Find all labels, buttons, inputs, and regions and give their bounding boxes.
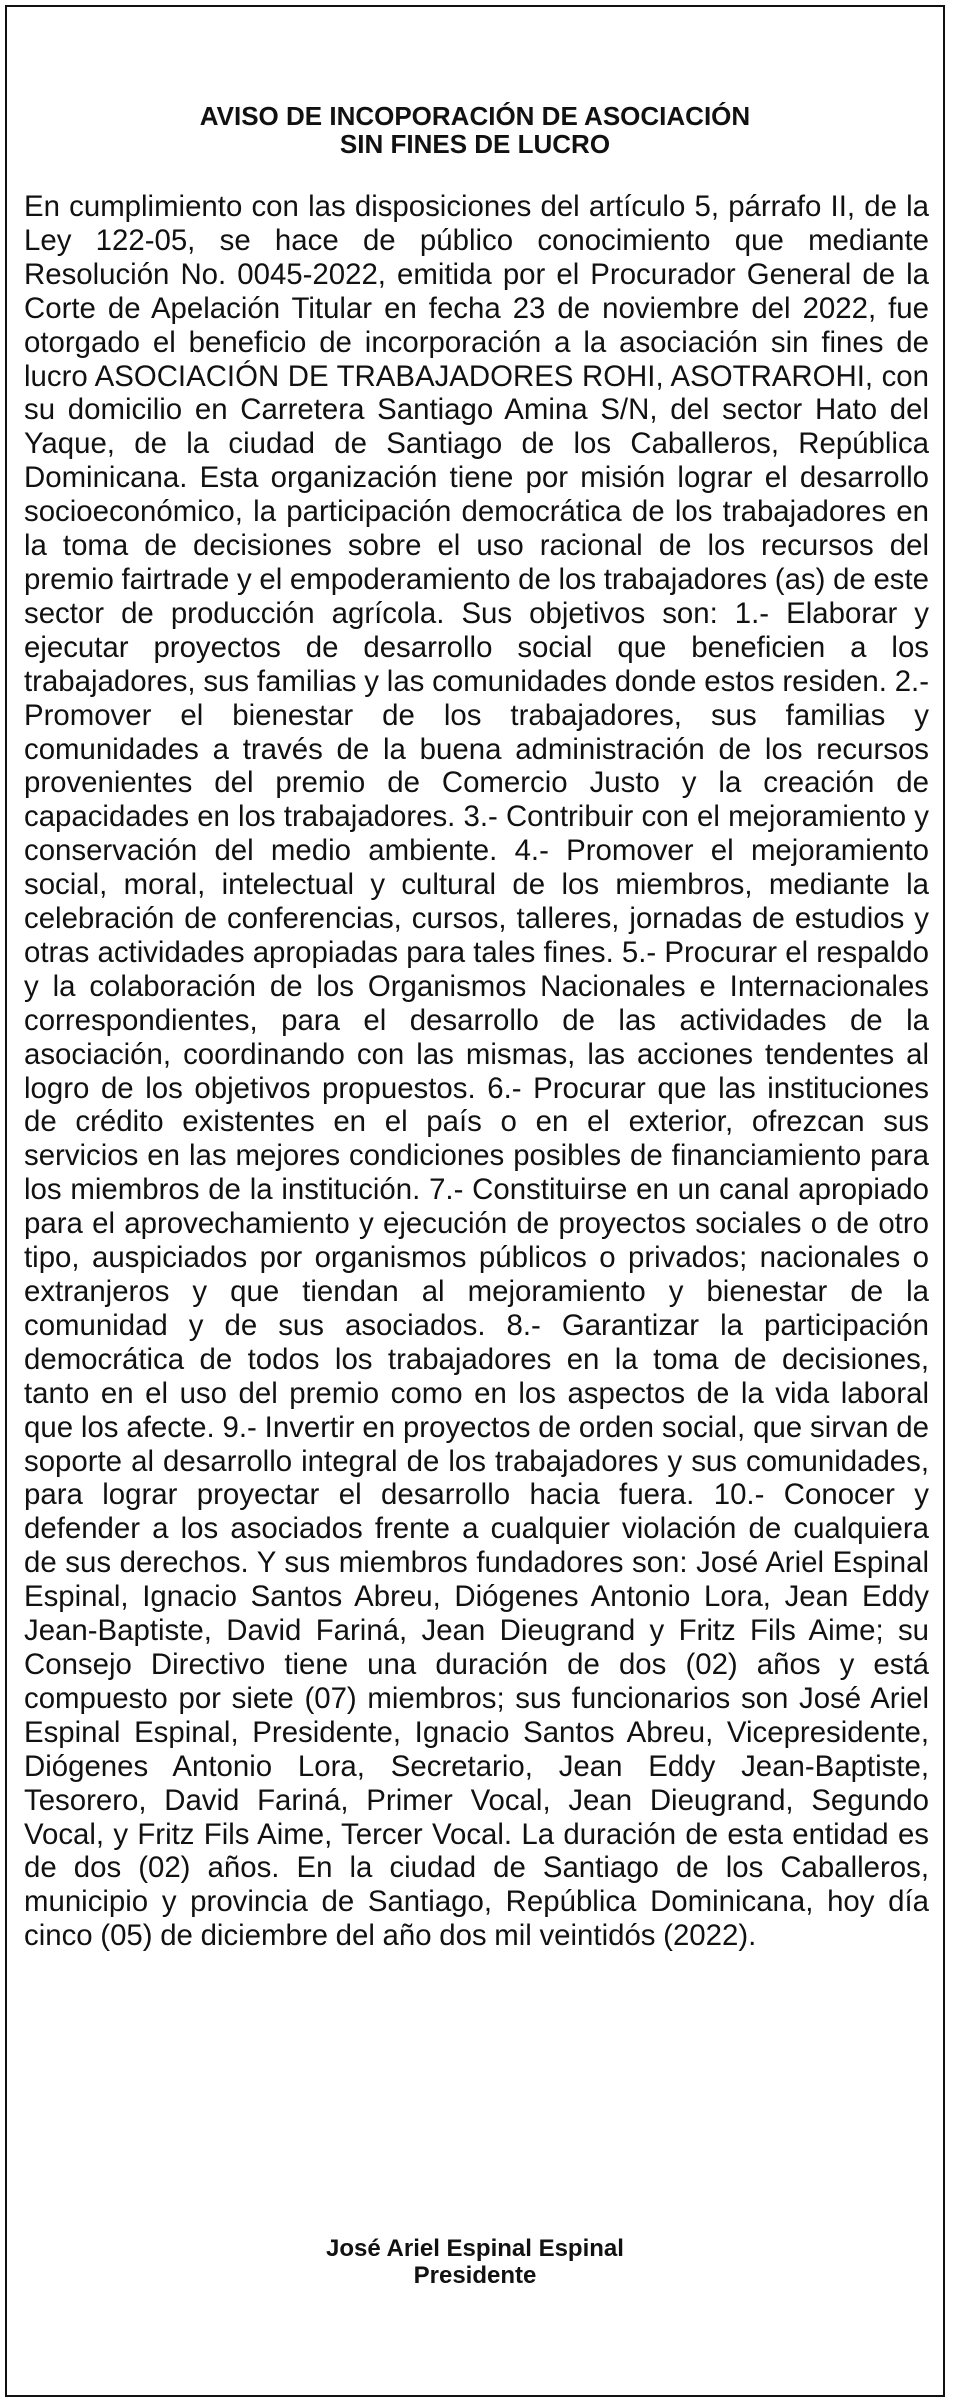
title-line-1: AVISO DE INCOPORACIÓN DE ASOCIACIÓN — [199, 101, 751, 131]
notice-body: En cumplimiento con las disposiciones del artículo 5, párrafo II, de la Ley 122-05, se hace de público conocimiento que mediante Resolución No. 0045-2022, emitida por el Procurador General de la Corte de Apelación Titular en fecha 23 de noviembre del 2022, fue otorgado el beneficio de incorporación a la asociación sin fines de lucro ASOCIACIÓN DE TRABAJADORES ROHI, ASOTRAROHI, con su domicilio en Carretera Santiago Amina S/N, del sector Hato del Yaque, de la ciudad de Santiago de los Caballeros, República Dominicana. Esta organización tiene por misión lograr el desarrollo socioeconómico, la participación democrática de los trabajadores en la toma de decisiones sobre el uso racional de los recursos del premio fairtrade y el empoderamiento de los trabajadores (as) de este sector de producción agrícola. Sus objetivos son: 1.- Elaborar y ejecutar proyectos de desarrollo social que beneficien a los trabajadores, sus familias y las comunidades donde estos residen. 2.- Promover el bienestar de los trabajadores, sus familias y comunidades a través de la buena administración de los recursos provenientes del premio de Comercio Justo y la creación de capacidades en los trabajadores. 3.- Contribuir con el mejoramiento y conservación del medio ambiente. 4.- Promover el mejoramiento social, moral, intelectual y cultural de los miembros, mediante la celebración de conferencias, cursos, talleres, jornadas de estudios y otras actividades apropiadas para tales fines. 5.- Procurar el respaldo y la colaboración de los Organismos Nacionales e Internacionales correspondientes, para el desarrollo de las actividades de la asociación, coordinando con las mismas, las acciones tendentes al logro de los objetivos propuestos. 6.- Procurar que las instituciones de crédito existentes en el país o en el exterior, ofrezcan sus servicios en las mejores condiciones posibles de financiamiento para los miembros de la institución. 7.- Constituirse en un canal apropiado para el aprovechamiento y ejecución de proyectos sociales o de otro tipo, auspiciados por organismos públicos o privados; nacionales o extranjeros y que tiendan al mejoramiento y bienestar de la comunidad y de sus asociados. 8.- Garantizar la participación democrática de todos los trabajadores en la toma de decisiones, tanto en el uso del premio como en los aspectos de la vida laboral que los afecte. 9.- Invertir en proyectos de orden social, que sirvan de soporte al desarrollo integral de los trabajadores y sus comunidades, para lograr proyectar el desarrollo hacia fuera. 10.- Conocer y defender a los asociados frente a cualquier violación de cualquiera de sus derechos. Y sus miembros fundadores son: José Ariel Espinal Espinal, Ignacio Santos Abreu, Diógenes Antonio Lora, Jean Eddy Jean-Baptiste, David Fariná, Jean Dieugrand y Fritz Fils Aime; su Consejo Directivo tiene una duración de dos (02) años y está compuesto por siete (07) miembros; sus funcionarios son José Ariel Espinal Espinal, Presidente, Ignacio Santos Abreu, Vicepresidente, Diógenes Antonio Lora, Secretario, Jean Eddy Jean-Baptiste, Tesorero, David Fariná, Primer Vocal, Jean Dieugrand, Segundo Vocal, y Fritz Fils Aime, Tercer Vocal. La duración de esta entidad es de dos (02) años. En la ciudad de Santiago de los Caballeros, municipio y provincia de Santiago, República Dominicana, hoy día cinco (05) de diciembre del año dos mil veintidós (2022). — [24, 190, 929, 1953]
signature-name: José Ariel Espinal Espinal — [326, 2235, 624, 2262]
signature-block — [7, 2235, 943, 2289]
signature-title: Presidente — [413, 2262, 537, 2289]
notice-frame — [5, 5, 945, 2397]
title-line-2: SIN FINES DE LUCRO — [339, 129, 611, 159]
notice-title — [7, 102, 943, 158]
